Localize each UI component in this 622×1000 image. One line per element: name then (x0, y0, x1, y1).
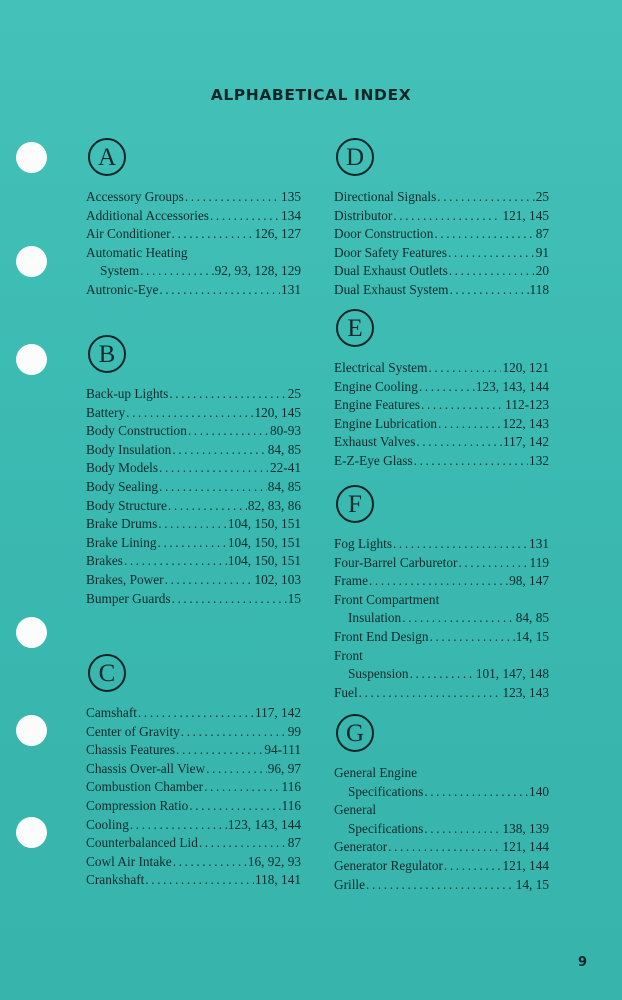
index-entry: Cowl Air Intake ..... 16, 92, 93 (86, 853, 301, 872)
index-entry: Counterbalanced Lid ..... 87 (86, 834, 301, 853)
index-entry-sub: Specifications ..... 140 (334, 783, 549, 802)
page-number: 9 (578, 955, 588, 970)
index-entry: Battery ..... 120, 145 (86, 404, 301, 423)
index-entry: Brakes, Power ..... 102, 103 (86, 571, 301, 590)
index-entry: Dual Exhaust System ..... 118 (334, 281, 549, 300)
index-entry: Body Construction ..... 80-93 (86, 422, 301, 441)
binder-hole-icon (16, 617, 47, 648)
index-entry: Engine Lubrication ..... 122, 143 (334, 415, 549, 434)
index-entry: Cooling ..... 123, 143, 144 (86, 816, 301, 835)
index-entry-sub: Specifications ..... 138, 139 (334, 820, 549, 839)
index-entry: Compression Ratio ..... 116 (86, 797, 301, 816)
index-entry-heading: General (334, 802, 377, 818)
index-entry: Directional Signals ..... 25 (334, 188, 549, 207)
index-entry: Distributor ..... 121, 145 (334, 207, 549, 226)
binder-hole-icon (16, 142, 47, 173)
index-entry: Fuel ..... 123, 143 (334, 684, 549, 703)
letter-e-circle-icon: E (336, 309, 374, 347)
index-entry-sub: System ..... 92, 93, 128, 129 (86, 262, 301, 281)
index-entry: Body Structure ..... 82, 83, 86 (86, 497, 301, 516)
letter-f-circle-icon: F (336, 485, 374, 523)
binder-hole-icon (16, 246, 47, 277)
letter-a-circle-icon: A (88, 138, 126, 176)
index-entry: Body Insulation ..... 84, 85 (86, 441, 301, 460)
index-entry: Fog Lights ..... 131 (334, 535, 549, 554)
index-entry: Crankshaft ..... 118, 141 (86, 871, 301, 890)
index-entry: Frame ..... 98, 147 (334, 572, 549, 591)
index-entry: Chassis Over-all View ..... 96, 97 (86, 760, 301, 779)
index-entry: Engine Cooling ..... 123, 143, 144 (334, 378, 549, 397)
index-section-d (334, 138, 549, 300)
index-section-f (334, 485, 549, 702)
index-entry-heading: General Engine (334, 765, 418, 780)
index-entry: E-Z-Eye Glass ..... 132 (334, 452, 549, 471)
index-entry-heading: Front (334, 647, 363, 663)
binder-hole-icon (16, 817, 47, 848)
index-entry: Exhaust Valves ..... 117, 142 (334, 433, 549, 452)
index-entry-sub: Suspension ..... 101, 147, 148 (334, 665, 549, 684)
index-entry: Center of Gravity ..... 99 (86, 723, 301, 742)
index-section-c (86, 654, 301, 890)
letter-g-circle-icon: G (336, 714, 374, 752)
index-entry: Door Construction ..... 87 (334, 225, 549, 244)
index-entry: Brake Drums ..... 104, 150, 151 (86, 515, 301, 534)
index-entry: Air Conditioner ..... 126, 127 (86, 225, 301, 244)
index-entry: Electrical System ..... 120, 121 (334, 359, 549, 378)
index-entry: Accessory Groups ..... 135 (86, 188, 301, 207)
index-section-a (86, 138, 301, 300)
index-entry: Brake Lining ..... 104, 150, 151 (86, 534, 301, 553)
index-entry: Generator ..... 121, 144 (334, 838, 549, 857)
index-entry: Door Safety Features ..... 91 (334, 244, 549, 263)
index-entry: Autronic-Eye ..... 131 (86, 281, 301, 300)
index-entry: Additional Accessories ..... 134 (86, 207, 301, 226)
index-entry-sub: Insulation ..... 84, 85 (334, 609, 549, 628)
index-section-b (86, 335, 301, 608)
index-entry: Grille ..... 14, 15 (334, 876, 549, 895)
index-entry-heading: Front Compartment (334, 591, 440, 607)
letter-c-circle-icon: C (88, 654, 126, 692)
index-entry: Camshaft ..... 117, 142 (86, 704, 301, 723)
binder-hole-icon (16, 344, 47, 375)
index-entry: Front End Design ..... 14, 15 (334, 628, 549, 647)
index-entry: Back-up Lights ..... 25 (86, 385, 301, 404)
letter-b-circle-icon: B (88, 335, 126, 373)
index-section-g (334, 714, 549, 894)
index-section-e (334, 309, 549, 471)
index-entry: Brakes ..... 104, 150, 151 (86, 552, 301, 571)
letter-d-circle-icon: D (336, 138, 374, 176)
binder-hole-icon (16, 715, 47, 746)
index-entry: Engine Features ..... 112-123 (334, 396, 549, 415)
index-entry: Chassis Features ..... 94-111 (86, 741, 301, 760)
index-entry: Bumper Guards ..... 15 (86, 590, 301, 609)
index-entry: Dual Exhaust Outlets ..... 20 (334, 262, 549, 281)
index-entry: Combustion Chamber ..... 116 (86, 778, 301, 797)
index-entry-heading: Automatic Heating (86, 244, 188, 260)
index-entry: Body Sealing ..... 84, 85 (86, 478, 301, 497)
index-entry: Generator Regulator ..... 121, 144 (334, 857, 549, 876)
index-entry: Four-Barrel Carburetor ..... 119 (334, 554, 549, 573)
page-title: ALPHABETICAL INDEX (210, 86, 412, 104)
index-entry: Body Models ..... 22-41 (86, 459, 301, 478)
